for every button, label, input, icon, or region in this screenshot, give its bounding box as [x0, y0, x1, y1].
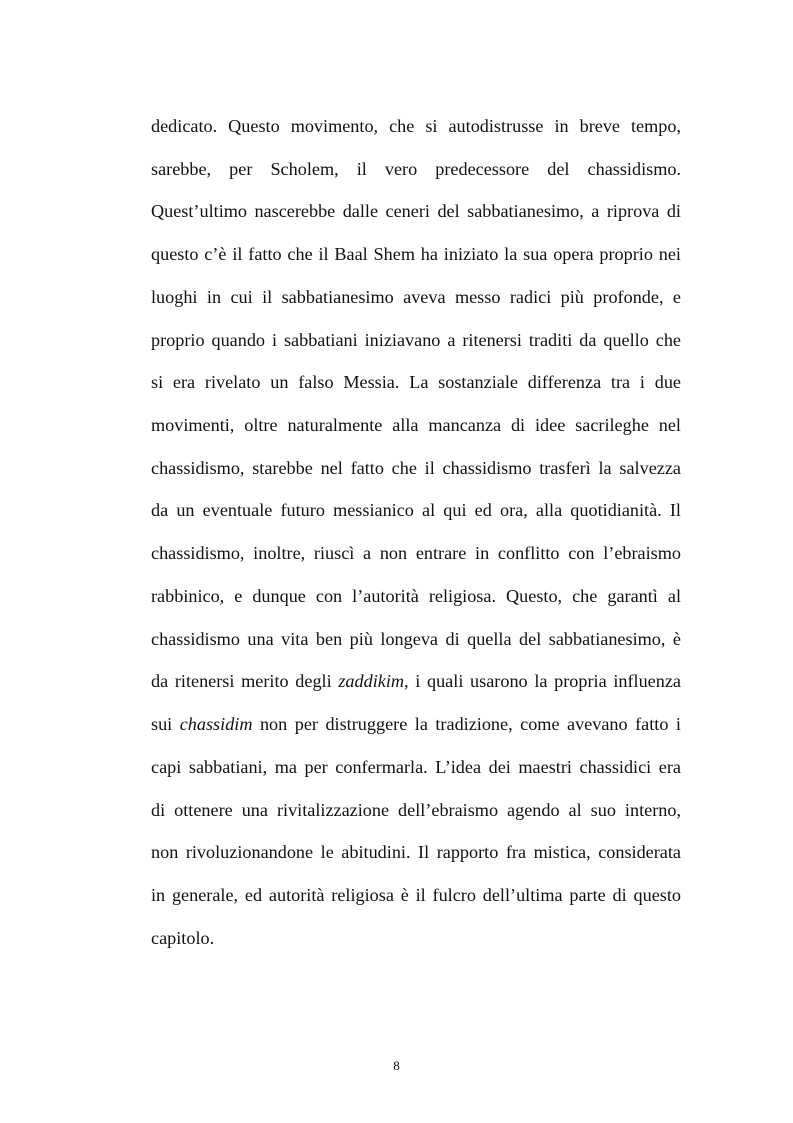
text-line-2: sarebbe, per Scholem, il vero predecessore del chassidismo. [151, 159, 681, 179]
text-line-12: rabbinico, e dunque con l’autorità religiosa. Questo, che garantì al [151, 586, 681, 606]
text-line-14: da ritenersi merito degli zaddikim, i quali usarono la propria influenza [151, 671, 681, 691]
text-line-1: dedicato. Questo movimento, che si autodistrusse in breve tempo, [151, 116, 681, 136]
text-line-9: chassidismo, starebbe nel fatto che il chassidismo trasferì la salvezza [151, 458, 681, 478]
text-line-13: chassidismo una vita ben più longeva di quella del sabbatianesimo, è [151, 629, 681, 649]
text-line-15: sui chassidim non per distruggere la tradizione, come avevano fatto i [151, 714, 681, 734]
text-line-7: si era rivelato un falso Messia. La sostanziale differenza tra i due [151, 372, 681, 392]
text-line-5: luoghi in cui il sabbatianesimo aveva messo radici più profonde, e [151, 287, 681, 307]
text-line-4: questo c’è il fatto che il Baal Shem ha iniziato la sua opera proprio nei [151, 244, 681, 264]
text-line-16: capi sabbatiani, ma per confermarla. L’idea dei maestri chassidici era [151, 757, 681, 777]
italic-term-chassidim: chassidim [179, 714, 253, 734]
page-number: 8 [393, 1058, 400, 1073]
text-line-18: non rivoluzionandone le abitudini. Il rapporto fra mistica, considerata [151, 842, 681, 862]
text-line-11: chassidismo, inoltre, riuscì a non entrare in conflitto con l’ebraismo [151, 543, 681, 563]
text-line-19: in generale, ed autorità religiosa è il fulcro dell’ultima parte di questo [151, 885, 681, 905]
text-line-6: proprio quando i sabbatiani iniziavano a ritenersi traditi da quello che [151, 330, 681, 350]
text-line-17: di ottenere una rivitalizzazione dell’ebraismo agendo al suo interno, [151, 800, 681, 820]
text-line-8: movimenti, oltre naturalmente alla mancanza di idee sacrileghe nel [151, 415, 681, 435]
text-line-20: capitolo. [151, 928, 215, 948]
italic-term-zaddikim: zaddikim [338, 671, 405, 691]
text-line-10: da un eventuale futuro messianico al qui ed ora, alla quotidianità. Il [151, 500, 681, 520]
text-line-3: Quest’ultimo nascerebbe dalle ceneri del sabbatianesimo, a riprova di [151, 201, 681, 221]
